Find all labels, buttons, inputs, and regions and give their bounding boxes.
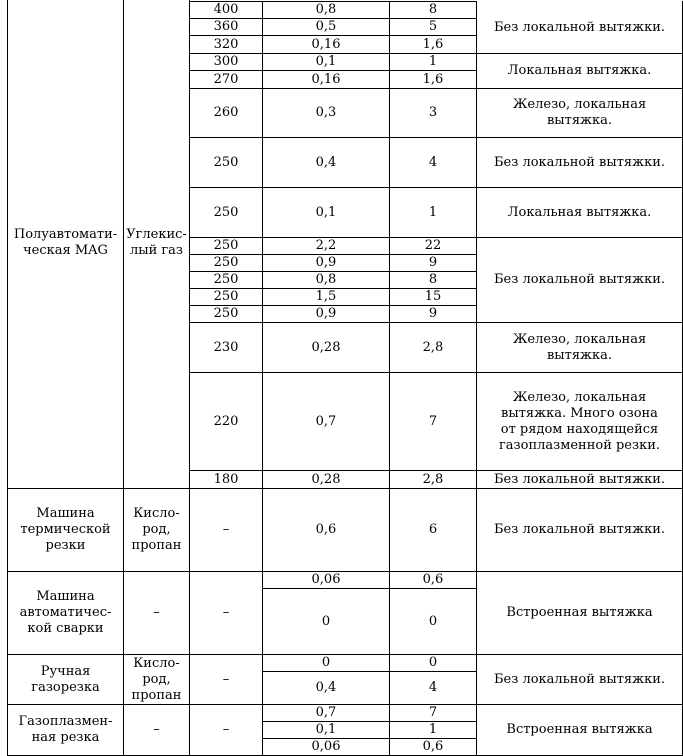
table-cell: 1,6	[422, 36, 444, 52]
note-cell: Железо, локальная вытяжка.	[512, 97, 647, 128]
table-cell: 250	[213, 238, 239, 253]
table-cell: 0,28	[311, 339, 341, 355]
table-cell: 8	[428, 2, 438, 17]
note-cell: Железо, локальная вытяжка. Много озона от рядом находящейся газоплазменной резки.	[498, 389, 661, 453]
table-cell: 9	[428, 255, 438, 270]
method-cell: Машина автоматичес-кой сварки	[19, 589, 112, 636]
table-cell: 0,8	[315, 272, 337, 287]
method-cell: Газоплазмен-ная резка	[18, 714, 113, 745]
table-cell: 180	[213, 471, 239, 487]
table-cell: 270	[213, 71, 239, 87]
note-cell: Без локальной вытяжки.	[494, 522, 665, 537]
table-cell: 0	[321, 613, 331, 629]
note-cell: Без локальной вытяжки.	[494, 471, 665, 487]
table-cell: –	[222, 671, 230, 687]
gas-cell: –	[153, 605, 160, 620]
table-cell: 300	[213, 54, 239, 69]
table-cell: 1,5	[315, 289, 337, 304]
note-cell: Без локальной вытяжки.	[494, 671, 665, 687]
note-cell: Встроенная вытяжка	[506, 605, 653, 620]
table-cell: –	[222, 605, 230, 620]
table-cell: 4	[428, 154, 438, 170]
table-cell: 260	[213, 105, 239, 120]
table-cell: 0,06	[311, 739, 341, 754]
note-cell: Железо, локальная вытяжка.	[512, 331, 647, 363]
table-cell: 5	[428, 19, 438, 34]
table-cell: 0,8	[315, 2, 337, 17]
note-cell: Встроенная вытяжка	[506, 722, 653, 737]
table-cell: 0,5	[315, 19, 337, 34]
table-cell: 15	[424, 289, 442, 304]
table-cell: 7	[428, 413, 438, 429]
table-cell: 1	[428, 54, 438, 69]
gas-cell: Кисло-род, пропан	[131, 655, 182, 703]
measurement-table	[7, 0, 683, 756]
table-cell: 0,1	[315, 54, 337, 69]
table-cell: 0,9	[315, 306, 337, 321]
table-cell: 0,3	[315, 105, 337, 120]
table-cell: 0,16	[311, 71, 341, 87]
table-cell: 0	[428, 613, 438, 629]
table-cell: 0,28	[311, 471, 341, 487]
table-cell: 320	[213, 36, 239, 52]
table-cell: 0,9	[315, 255, 337, 270]
table-cell: 0,1	[315, 722, 337, 737]
note-cell: Без локальной вытяжки.	[494, 272, 665, 287]
table-cell: 0	[428, 655, 438, 670]
table-cell: 0,16	[311, 36, 341, 52]
gas-cell: Кисло-род, пропан	[131, 506, 182, 553]
note-cell: Локальная вытяжка.	[507, 204, 652, 220]
table-cell: 250	[213, 272, 239, 287]
table-cell: 1,6	[422, 71, 444, 87]
gas-cell: Углекис-лый газ	[126, 227, 187, 258]
gas-cell: –	[153, 722, 160, 737]
table-cell: 1	[428, 722, 438, 737]
table-cell: –	[222, 722, 230, 737]
table-cell: 0,1	[315, 204, 337, 220]
table-cell: 250	[213, 306, 239, 321]
table-cell: 2,8	[422, 339, 444, 355]
table-cell: 0,6	[422, 739, 444, 754]
table-cell: 0	[321, 655, 331, 670]
table-cell: 8	[428, 272, 438, 287]
note-cell: Без локальной вытяжки.	[494, 19, 665, 35]
table-cell: 9	[428, 306, 438, 321]
table-cell: 3	[428, 105, 438, 120]
table-cell: 0,06	[311, 572, 341, 587]
method-cell: Полуавтомати-ческая MAG	[13, 227, 118, 258]
table-cell: 400	[213, 2, 239, 17]
table-cell: 4	[428, 680, 438, 695]
table-cell: 6	[428, 522, 438, 537]
method-cell: Машина термической резки	[20, 506, 111, 553]
table-cell: 22	[424, 238, 442, 253]
table-cell: 2,8	[422, 471, 444, 487]
table-cell: 220	[213, 413, 239, 429]
note-cell: Без локальной вытяжки.	[494, 154, 665, 170]
table-cell: 0,4	[315, 680, 337, 695]
table-cell: 2,2	[315, 238, 337, 253]
table-cell: 1	[428, 204, 438, 220]
note-cell: Локальная вытяжка.	[507, 63, 652, 78]
table-cell: 250	[213, 204, 239, 220]
table-cell: 0,6	[315, 522, 337, 537]
table-cell: –	[222, 522, 230, 537]
table-cell: 7	[428, 705, 438, 720]
table-cell: 0,4	[315, 154, 337, 170]
table-cell: 250	[213, 255, 239, 270]
table-cell: 0,7	[315, 413, 337, 429]
method-cell: Ручная газорезка	[31, 663, 100, 695]
table-cell: 360	[213, 19, 239, 34]
table-cell: 0,6	[422, 572, 444, 587]
table-cell: 250	[213, 289, 239, 304]
table-cell: 250	[213, 154, 239, 170]
table-cell: 0,7	[315, 705, 337, 720]
table-cell: 230	[213, 339, 239, 355]
